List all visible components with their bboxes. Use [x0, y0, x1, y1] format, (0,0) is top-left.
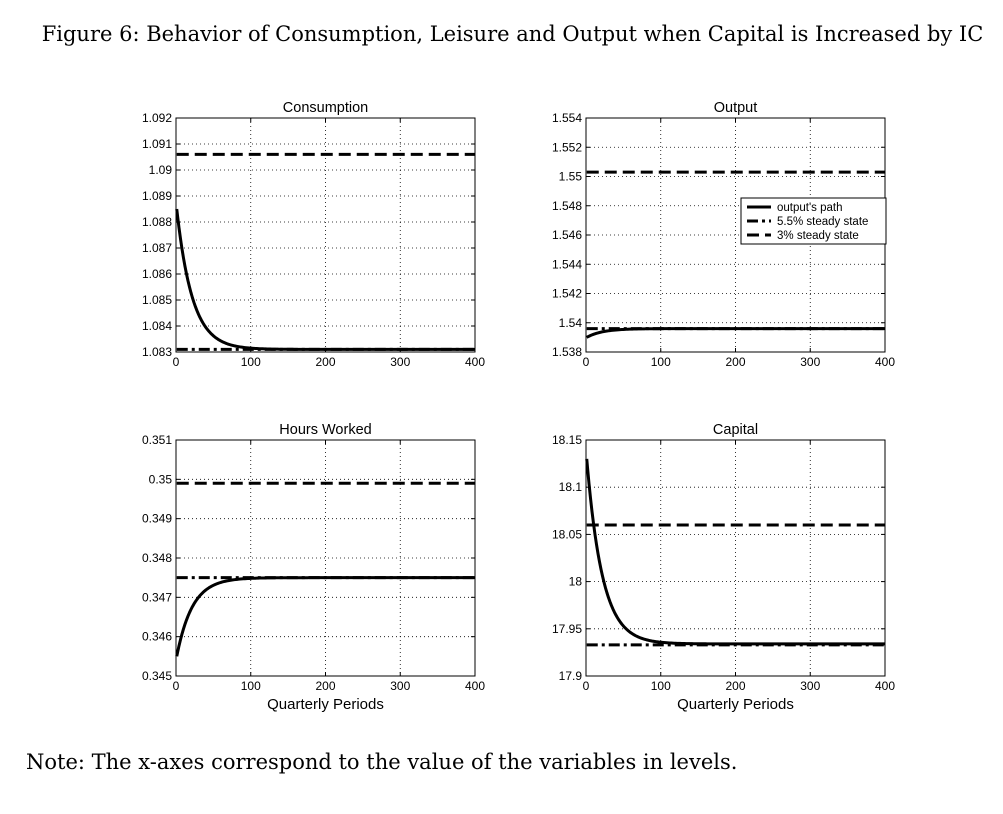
y-tick-label: 1.554 — [551, 111, 582, 125]
chart-panel-3 — [142, 422, 485, 713]
x-tick-label: 400 — [874, 355, 896, 369]
chart-title: Capital — [712, 422, 759, 438]
x-tick-label: 400 — [874, 679, 896, 693]
x-axis-label: Quarterly Periods — [677, 696, 794, 713]
figure-caption: Figure 6: Behavior of Consumption, Leisure and Output when Capital is Increased by IC — [41, 22, 984, 46]
chart-title: Hours Worked — [279, 422, 372, 438]
y-tick-label: 1.088 — [141, 215, 172, 229]
x-tick-label: 300 — [800, 679, 821, 693]
y-tick-label: 18.15 — [551, 433, 582, 447]
y-tick-label: 18.05 — [551, 527, 582, 542]
figure-note: Note: The x-axes correspond to the value of the variables in levels. — [26, 750, 738, 774]
chart-panel-1 — [142, 100, 485, 369]
x-tick-label: 300 — [390, 355, 411, 369]
legend-label: output's path — [777, 202, 843, 214]
x-tick-label: 300 — [800, 355, 821, 369]
chart-panel-4 — [552, 422, 895, 713]
x-tick-label: 0 — [582, 355, 590, 369]
y-tick-label: 1.54 — [558, 315, 582, 330]
y-tick-label: 0.35 — [148, 472, 172, 487]
x-tick-label: 400 — [464, 355, 486, 369]
y-tick-label: 1.09 — [148, 163, 172, 177]
x-tick-label: 200 — [315, 355, 336, 369]
x-tick-label: 300 — [390, 679, 411, 693]
y-tick-label: 18.1 — [558, 480, 582, 495]
x-tick-label: 200 — [725, 355, 746, 369]
y-tick-label: 0.351 — [141, 433, 172, 447]
y-tick-label: 0.346 — [141, 629, 172, 644]
legend-label: 5.5% steady state — [777, 216, 869, 228]
chart-panel-2 — [552, 100, 895, 369]
y-tick-label: 1.092 — [141, 111, 172, 125]
chart-title: Consumption — [282, 100, 369, 116]
x-tick-label: 200 — [315, 679, 336, 693]
y-tick-label: 0.348 — [141, 551, 172, 565]
y-tick-label: 1.089 — [141, 189, 172, 203]
y-tick-label: 1.083 — [141, 345, 172, 359]
y-tick-label: 1.091 — [141, 137, 172, 151]
legend — [741, 198, 886, 244]
y-tick-label: 0.349 — [141, 511, 172, 526]
x-tick-label: 100 — [240, 679, 261, 693]
y-tick-label: 1.086 — [141, 267, 172, 281]
y-tick-label: 1.55 — [558, 169, 582, 184]
x-tick-label: 0 — [172, 355, 180, 369]
x-tick-label: 100 — [650, 355, 671, 369]
y-tick-label: 0.347 — [141, 590, 172, 605]
y-tick-label: 0.345 — [141, 669, 172, 683]
y-tick-label: 17.9 — [558, 669, 582, 683]
y-tick-label: 1.538 — [551, 345, 582, 359]
x-tick-label: 100 — [650, 679, 671, 693]
x-axis-label: Quarterly Periods — [267, 696, 384, 713]
legend-label: 3% steady state — [777, 230, 859, 242]
y-tick-label: 1.087 — [141, 241, 172, 255]
y-tick-label: 17.95 — [551, 621, 582, 636]
y-tick-label: 1.552 — [551, 140, 582, 155]
x-tick-label: 0 — [582, 679, 590, 693]
y-tick-label: 1.085 — [141, 293, 172, 307]
x-tick-label: 200 — [725, 679, 746, 693]
x-tick-label: 0 — [172, 679, 180, 693]
x-tick-label: 100 — [240, 355, 261, 369]
y-tick-label: 1.544 — [551, 257, 582, 272]
y-tick-label: 1.542 — [551, 286, 582, 301]
y-tick-label: 1.084 — [141, 319, 172, 333]
y-tick-label: 1.548 — [551, 198, 582, 213]
y-tick-label: 18 — [568, 574, 582, 589]
y-tick-label: 1.546 — [551, 228, 582, 242]
chart-title: Output — [713, 100, 758, 116]
x-tick-label: 400 — [464, 679, 486, 693]
